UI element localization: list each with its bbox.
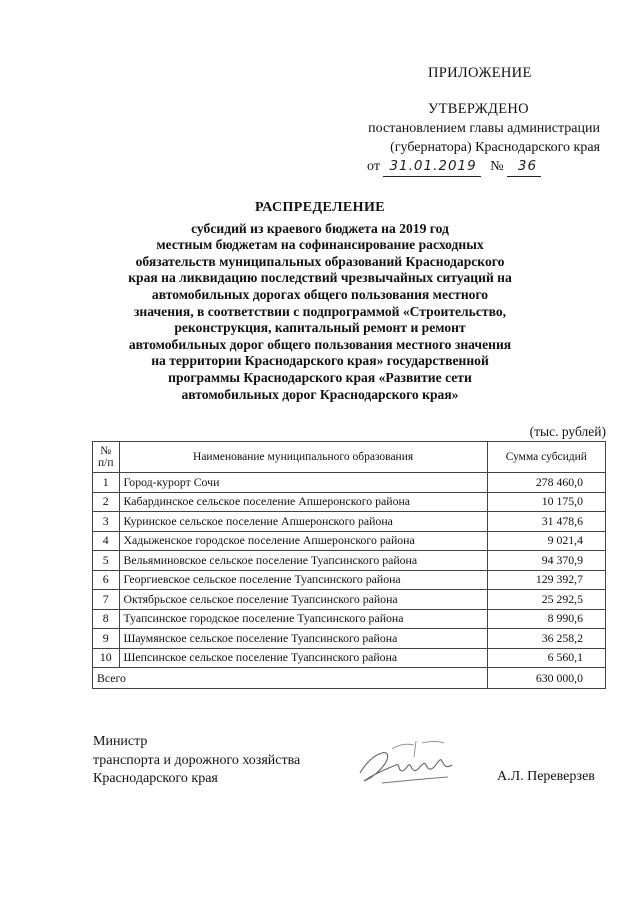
table-row: [93, 551, 606, 571]
table-row: [93, 629, 606, 649]
row-amount: 6 560,1: [487, 648, 605, 668]
subsidy-table: [92, 441, 606, 689]
row-name: Город-курорт Сочи: [119, 473, 487, 493]
appendix-label: ПРИЛОЖЕНИЕ: [428, 65, 532, 81]
number-prefix: №: [490, 159, 504, 174]
decree-number: 36: [517, 158, 538, 174]
row-num: 8: [93, 609, 120, 629]
decree-line-2: (губернатора) Краснодарского края: [390, 140, 600, 155]
decree-date-line: [367, 157, 541, 177]
row-amount: 278 460,0: [487, 473, 605, 493]
signatory-title-line-3: Краснодарского края: [93, 771, 218, 786]
row-num: 1: [93, 473, 120, 493]
header-name: Наименование муниципального образования: [119, 442, 487, 473]
title-line: на территории Краснодарского края» государственной: [151, 353, 489, 369]
title-line: автомобильных дорогах общего пользования местного: [151, 286, 489, 302]
approved-label: УТВЕРЖДЕНО: [428, 101, 529, 117]
table-row: [93, 590, 606, 610]
title-line: реконструкция, капитальный ремонт и ремонт: [174, 320, 466, 336]
units-label: (тыс. рублей): [529, 424, 606, 439]
row-amount: 31 478,6: [487, 512, 605, 532]
table-header-row: [93, 442, 606, 473]
table-row: [93, 512, 606, 532]
row-num: 2: [93, 492, 120, 512]
total-label: Всего: [93, 668, 488, 689]
signatory-name: А.Л. Переверзев: [497, 769, 595, 784]
header-amount: Сумма субсидий: [487, 442, 605, 473]
row-name: Хадыженское городское поселение Апшеронского района: [119, 531, 487, 551]
table-row: [93, 648, 606, 668]
row-name: Георгиевское сельское поселение Туапсинского района: [119, 570, 487, 590]
row-name: Кабардинское сельское поселение Апшеронского района: [119, 492, 487, 512]
title-line: автомобильных дорог общего пользования местного значения: [128, 336, 512, 352]
title-line: субсидий из краевого бюджета на 2019 год: [191, 220, 449, 236]
title-line: края на ликвидацию последствий чрезвычайных ситуаций на: [128, 270, 512, 286]
row-num: 4: [93, 531, 120, 551]
row-amount: 94 370,9: [487, 551, 605, 571]
row-name: Шепсинское сельское поселение Туапсинского района: [119, 648, 487, 668]
row-amount: 25 292,5: [487, 590, 605, 610]
header-num: № п/п: [93, 442, 120, 473]
row-num: 5: [93, 551, 120, 571]
decree-date: 31.01.2019: [389, 158, 477, 174]
total-amount: 630 000,0: [487, 668, 605, 689]
handwritten-signature: [352, 735, 472, 795]
table-row: [93, 473, 606, 493]
row-amount: 9 021,4: [487, 531, 605, 551]
date-prefix: от: [367, 159, 380, 174]
decree-line-1: постановлением главы администрации: [368, 121, 600, 136]
row-amount: 8 990,6: [487, 609, 605, 629]
row-name: Шаумянское сельское поселение Туапсинского района: [119, 629, 487, 649]
table-row: [93, 531, 606, 551]
title-heading: РАСПРЕДЕЛЕНИЕ: [255, 200, 385, 215]
table-row: [93, 570, 606, 590]
row-name: Туапсинское городское поселение Туапсинского района: [119, 609, 487, 629]
table-row: [93, 492, 606, 512]
row-amount: 10 175,0: [487, 492, 605, 512]
row-name: Куринское сельское поселение Апшеронского района: [119, 512, 487, 532]
row-num: 7: [93, 590, 120, 610]
signatory-title-line-1: Министр: [93, 734, 148, 749]
row-num: 9: [93, 629, 120, 649]
row-amount: 36 258,2: [487, 629, 605, 649]
document-title: [110, 200, 530, 403]
table-total-row: [93, 668, 606, 689]
signatory-block: [93, 733, 300, 789]
title-line: программы Краснодарского края «Развитие сети: [168, 369, 472, 385]
row-num: 3: [93, 512, 120, 532]
signatory-title-line-2: транспорта и дорожного хозяйства: [93, 752, 301, 768]
title-line: обязательств муниципальных образований Краснодарского: [135, 253, 505, 269]
title-line: автомобильных дорог Краснодарского края»: [181, 386, 459, 402]
row-name: Вельяминовское сельское поселение Туапсинского района: [119, 551, 487, 571]
row-amount: 129 392,7: [487, 570, 605, 590]
title-line: местным бюджетам на софинансирование расходных: [156, 237, 484, 253]
table-row: [93, 609, 606, 629]
row-num: 6: [93, 570, 120, 590]
row-name: Октябрьское сельское поселение Туапсинского района: [119, 590, 487, 610]
title-line: значения, в соответствии с подпрограммой «Строительство,: [133, 303, 507, 319]
row-num: 10: [93, 648, 120, 668]
